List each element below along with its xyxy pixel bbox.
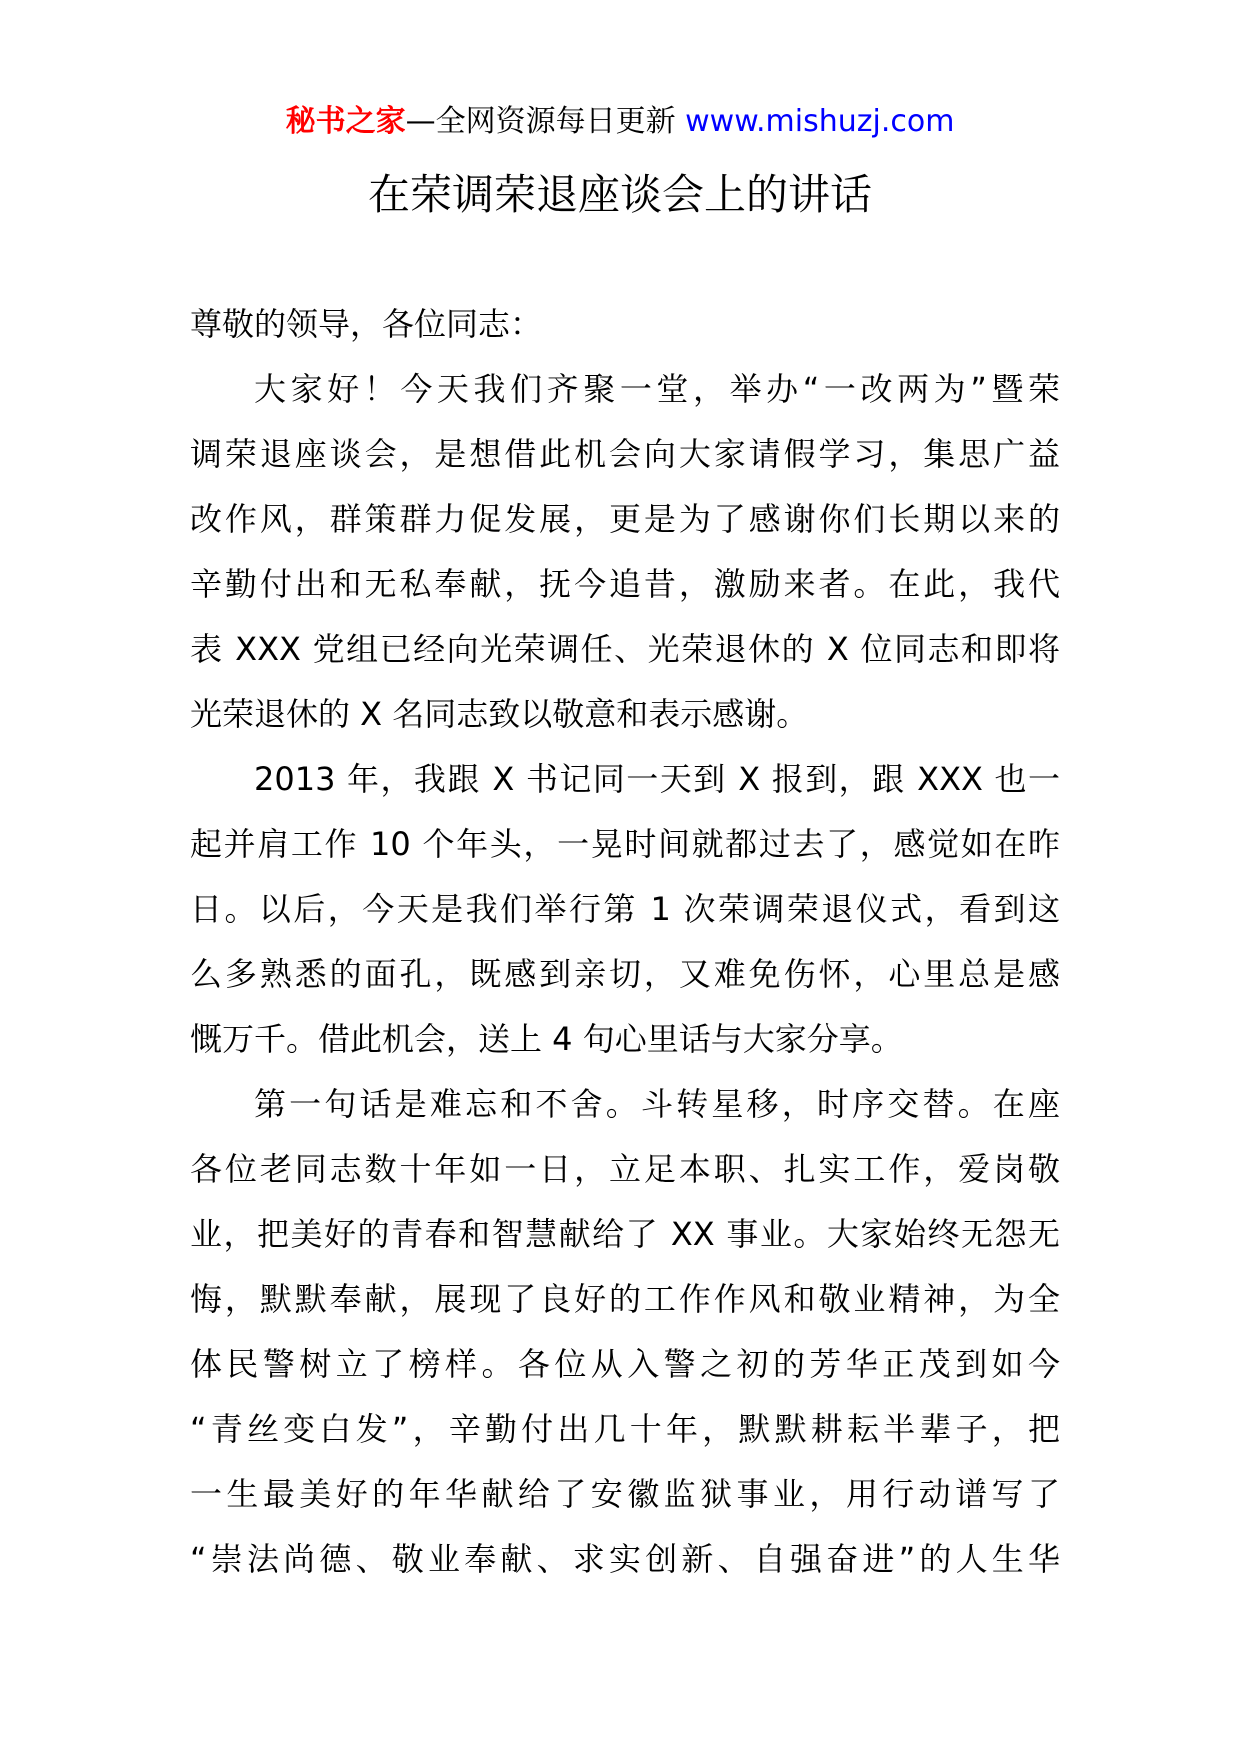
body-line: 一生最美好的年华献给了安徽监狱事业，用行动谱写了 bbox=[190, 1475, 1060, 1513]
body-line: 慨万千。借此机会，送上 4 句心里话与大家分享。 bbox=[190, 1020, 903, 1058]
body-line: 日。以后，今天是我们举行第 1 次荣调荣退仪式，看到这 bbox=[190, 890, 1060, 928]
salutation-line: 尊敬的领导，各位同志： bbox=[190, 305, 543, 343]
body-line: 么多熟悉的面孔，既感到亲切，又难免伤怀，心里总是感 bbox=[190, 955, 1060, 993]
body-line: 业，把美好的青春和智慧献给了 XX 事业。大家始终无怨无 bbox=[190, 1215, 1060, 1253]
site-header bbox=[0, 100, 1240, 144]
body-line: 各位老同志数十年如一日，立足本职、扎实工作，爱岗敬 bbox=[190, 1150, 1060, 1188]
body-line: 第一句话是难忘和不舍。斗转星移，时序交替。在座 bbox=[254, 1085, 1060, 1123]
body-line: 大家好！今天我们齐聚一堂，举办“一改两为”暨荣 bbox=[254, 370, 1060, 408]
body-line: “崇法尚德、敬业奉献、求实创新、自强奋进”的人生华 bbox=[190, 1540, 1060, 1578]
body-line: 辛勤付出和无私奉献，抚今追昔，激励来者。在此，我代 bbox=[190, 565, 1060, 603]
site-tagline: —全网资源每日更新 bbox=[405, 104, 676, 139]
body-line: “青丝变白发”，辛勤付出几十年，默默耕耘半辈子，把 bbox=[190, 1410, 1060, 1448]
body-line: 改作风，群策群力促发展，更是为了感谢你们长期以来的 bbox=[190, 500, 1060, 538]
site-url-link[interactable]: www.mishuzj.com bbox=[685, 104, 955, 139]
body-line: 光荣退休的 X 名同志致以敬意和表示感谢。 bbox=[190, 695, 809, 733]
body-line: 起并肩工作 10 个年头，一晃时间就都过去了，感觉如在昨 bbox=[190, 825, 1060, 863]
document-body bbox=[190, 292, 1060, 1592]
body-line: 2013 年，我跟 X 书记同一天到 X 报到，跟 XXX 也一 bbox=[254, 760, 1060, 798]
document-title: 在荣调荣退座谈会上的讲话 bbox=[367, 170, 872, 219]
body-line: 悔，默默奉献，展现了良好的工作作风和敬业精神，为全 bbox=[190, 1280, 1060, 1318]
site-brand: 秘书之家 bbox=[285, 104, 406, 139]
body-line: 调荣退座谈会，是想借此机会向大家请假学习，集思广益 bbox=[190, 435, 1060, 473]
body-line: 表 XXX 党组已经向光荣调任、光荣退休的 X 位同志和即将 bbox=[190, 630, 1060, 668]
body-line: 体民警树立了榜样。各位从入警之初的芳华正茂到如今 bbox=[190, 1345, 1060, 1383]
